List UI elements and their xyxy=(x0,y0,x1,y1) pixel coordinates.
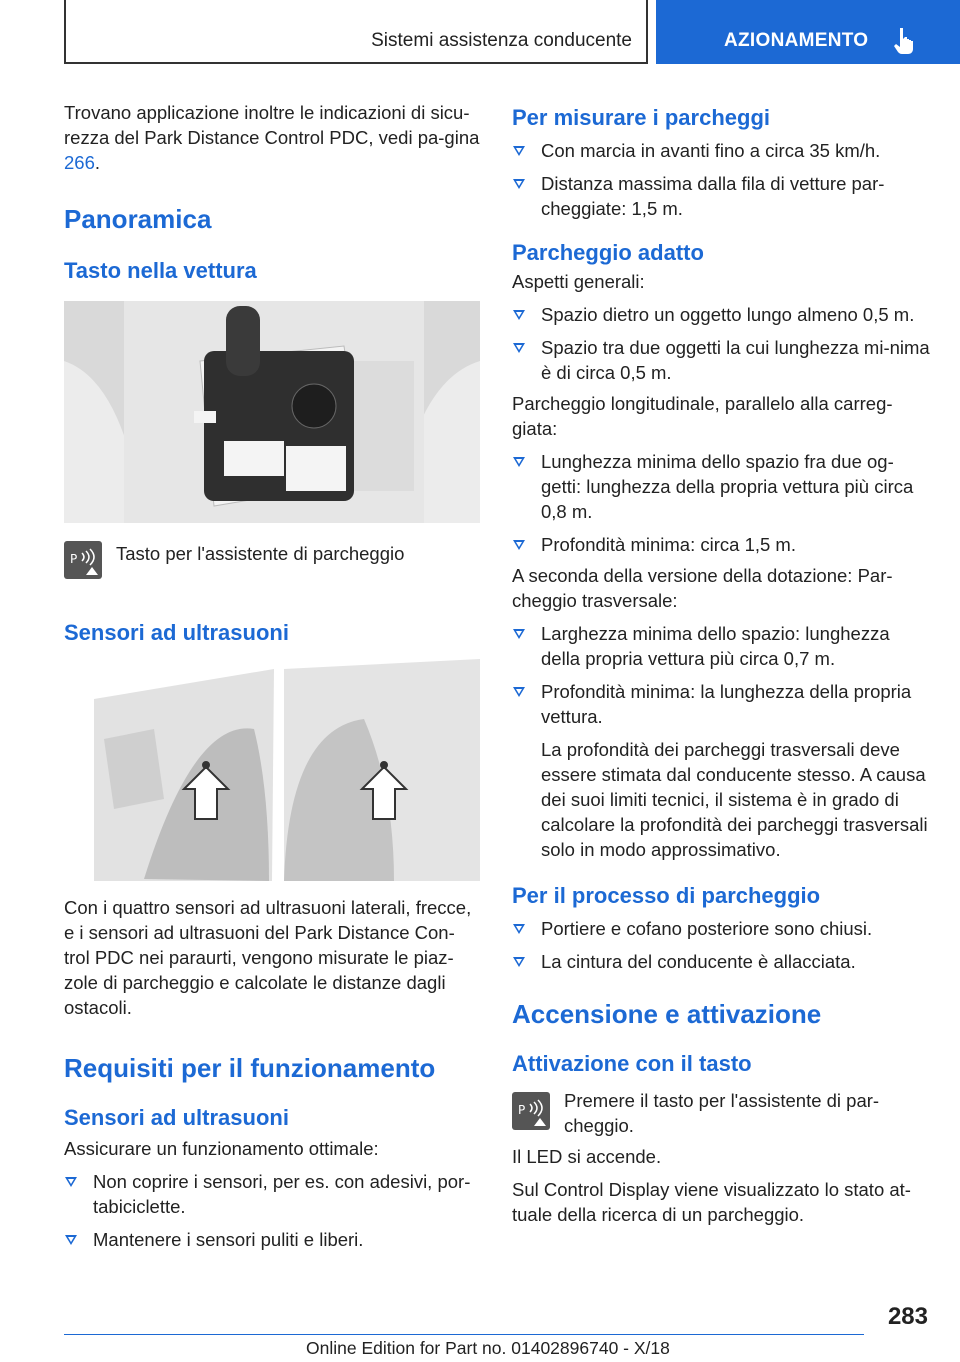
heading-misurare: Per misurare i parcheggi xyxy=(512,105,770,130)
svg-text:P: P xyxy=(70,552,78,566)
footer-divider xyxy=(64,1334,864,1335)
aspetti-text: Aspetti generali: xyxy=(512,271,645,292)
button-legend xyxy=(64,541,480,579)
button-caption: Tasto per l'assistente di parcheggio xyxy=(116,543,405,564)
list-item: Distanza massima dalla fila di vetture par-cheggiate: 1,5 m. xyxy=(512,171,932,221)
longitudinale-text: Parcheggio longitudinale, parallelo alla carreg-giata: xyxy=(512,393,893,439)
center-console-image xyxy=(64,301,480,523)
triangle-bullet-icon xyxy=(513,310,525,320)
page-number: 283 xyxy=(887,1303,928,1330)
edition-footer: Online Edition for Part no. 01402896740 - X/18 xyxy=(306,1338,670,1358)
triangle-bullet-icon xyxy=(513,457,525,467)
park-assist-icon xyxy=(512,1092,550,1130)
list-item: Non coprire i sensori, per es. con adesivi, por-tabiciclette. xyxy=(64,1169,480,1219)
triangle-bullet-icon xyxy=(65,1235,77,1245)
list-item: Profondità minima: la lunghezza della propria vettura. xyxy=(512,679,932,729)
longitudinale-list xyxy=(512,449,932,557)
list-item: Portiere e cofano posteriore sono chiusi. xyxy=(512,916,932,941)
triangle-bullet-icon xyxy=(65,1177,77,1187)
list-item: Spazio tra due oggetti la cui lunghezza mi-nima è di circa 0,5 m. xyxy=(512,335,932,385)
intro-paragraph xyxy=(64,100,480,175)
triangle-bullet-icon xyxy=(513,924,525,934)
chapter-tab[interactable] xyxy=(656,0,960,64)
list-item: Con marcia in avanti fino a circa 35 km/h. xyxy=(512,138,932,163)
sensors-paragraph: Con i quattro sensori ad ultrasuoni laterali, frecce, e i sensori ad ultrasuoni del Park Distance Con-trol PDC nei paraurti, vengono misurate le piaz-zole di parcheggio e calcolate le distanze dagli ostacoli. xyxy=(64,897,472,1018)
triangle-bullet-icon xyxy=(513,179,525,189)
heading-requisiti: Requisiti per il funzionamento xyxy=(64,1053,436,1083)
intro-end: . xyxy=(94,152,101,173)
trasversale-text: A seconda della versione della dotazione: Par-cheggio trasversale: xyxy=(512,565,893,611)
list-item: La cintura del conducente è allacciata. xyxy=(512,949,932,974)
list-item: Larghezza minima dello spazio: lunghezza della propria vettura più circa 0,7 m. xyxy=(512,621,932,671)
heading-processo: Per il processo di parcheggio xyxy=(512,883,821,908)
triangle-bullet-icon xyxy=(513,687,525,697)
header-section-box xyxy=(64,0,648,64)
triangle-bullet-icon xyxy=(513,146,525,156)
page-link[interactable]: 266 xyxy=(64,152,95,173)
heading-panoramica: Panoramica xyxy=(64,204,212,234)
premere-text: Premere il tasto per l'assistente di par-cheggio. xyxy=(564,1090,880,1136)
list-item: Spazio dietro un oggetto lungo almeno 0,5 m. xyxy=(512,302,932,327)
heading-tasto-vettura: Tasto nella vettura xyxy=(64,258,257,283)
list-item: Mantenere i sensori puliti e liberi. xyxy=(64,1227,480,1252)
control-display-text: Sul Control Display viene visualizzato lo stato at-tuale della ricerca di un parcheggio. xyxy=(512,1179,911,1225)
triangle-bullet-icon xyxy=(513,957,525,967)
trasversale-list xyxy=(512,621,932,729)
assicurare-text: Assicurare un funzionamento ottimale: xyxy=(64,1138,379,1159)
aspetti-list xyxy=(512,302,932,385)
triangle-bullet-icon xyxy=(513,540,525,550)
chapter-tab-label: AZIONAMENTO xyxy=(724,30,869,51)
processo-list xyxy=(512,916,932,974)
heading-sensori-2: Sensori ad ultrasuoni xyxy=(64,1105,289,1130)
pointing-hand-icon xyxy=(894,26,918,54)
header-section-title: Sistemi assistenza conducente xyxy=(371,30,632,51)
heading-adatto: Parcheggio adatto xyxy=(512,240,704,265)
heading-sensori: Sensori ad ultrasuoni xyxy=(64,620,289,645)
list-item: Lunghezza minima dello spazio fra due og-getti: lunghezza della propria vettura più circa 0,8 m. xyxy=(512,449,932,524)
heading-attivazione: Attivazione con il tasto xyxy=(512,1051,752,1076)
intro-text: Trovano applicazione inoltre le indicazioni di sicu-rezza del Park Distance Control PDC, vedi pa-gina xyxy=(64,102,480,148)
led-text: Il LED si accende. xyxy=(512,1146,662,1167)
right-column xyxy=(512,100,932,1227)
trasversale-note: La profondità dei parcheggi trasversali deve essere stimata dal conducente stesso. A causa dei suoi limiti tecnici, il sistema è in grado di calcolare la profondità dei parcheggi trasversali solo in modo approssimativo. xyxy=(541,739,928,860)
triangle-bullet-icon xyxy=(513,343,525,353)
misurare-list xyxy=(512,138,932,221)
triangle-bullet-icon xyxy=(513,629,525,639)
heading-accensione: Accensione e attivazione xyxy=(512,999,822,1029)
svg-text:P: P xyxy=(518,1103,526,1117)
attivazione-row xyxy=(512,1088,932,1138)
park-assist-icon xyxy=(64,541,102,579)
list-item: Profondità minima: circa 1,5 m. xyxy=(512,532,932,557)
requisiti-list xyxy=(64,1169,480,1252)
ultrasonic-sensors-image xyxy=(64,659,480,881)
left-column xyxy=(64,100,480,1252)
